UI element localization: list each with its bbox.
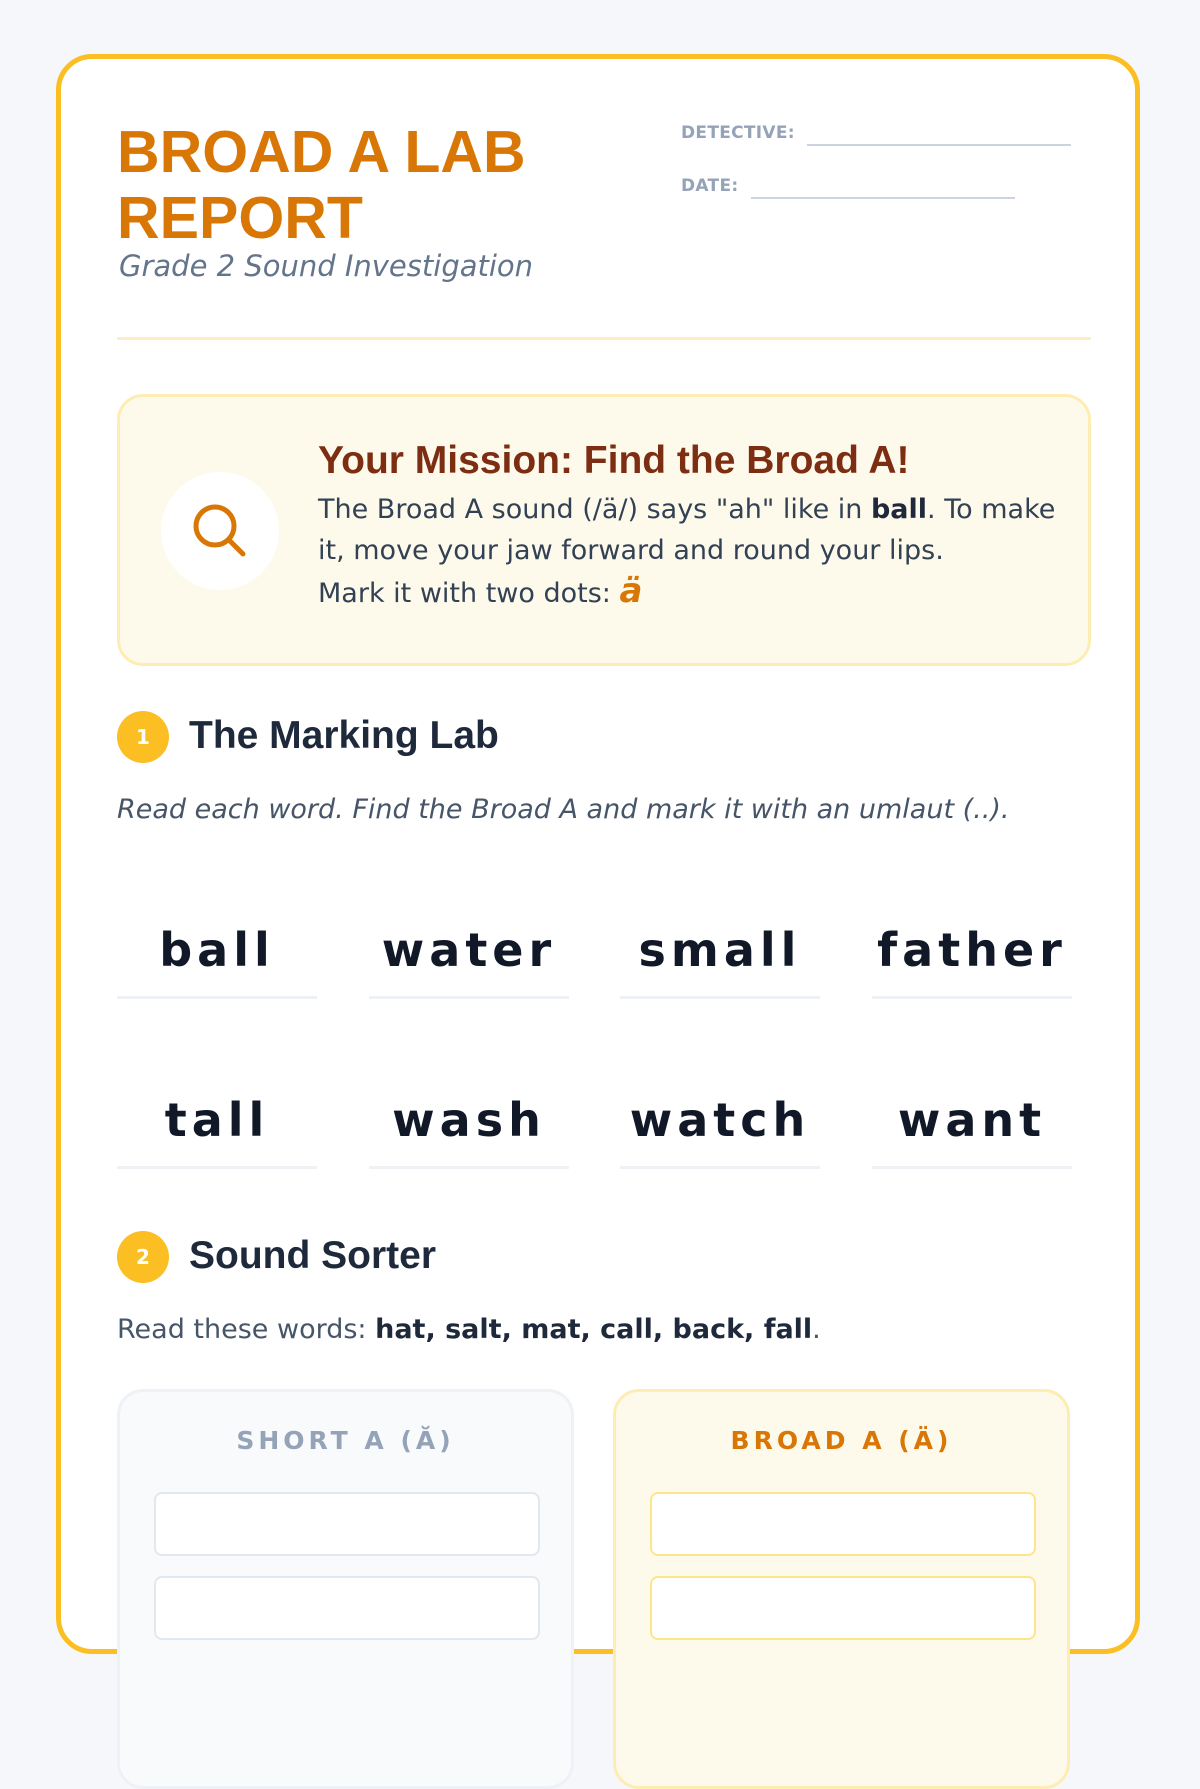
header-divider [117, 337, 1091, 340]
page-title: BROAD A LAB REPORT [117, 119, 526, 251]
short-a-answer-box[interactable] [154, 1576, 540, 1640]
section-1-number: 1 [117, 711, 169, 763]
section-2-number: 2 [117, 1231, 169, 1283]
umlaut-symbol: ä [619, 571, 643, 611]
mission-description: The Broad A sound (/ä/) says "ah" like in ball. To make it, move your jaw forward and round your lips. Mark it with two dots: ä [318, 494, 1056, 611]
section-2-instruction: Read these words: hat, salt, mat, call, back, fall. [117, 1314, 821, 1345]
page-subtitle: Grade 2 Sound Investigation [119, 249, 534, 283]
broad-a-answer-box[interactable] [650, 1576, 1036, 1640]
worksheet-card [56, 54, 1140, 1654]
section-2-title: Sound Sorter [189, 1234, 437, 1277]
section-1-title: The Marking Lab [189, 714, 499, 757]
date-label: DATE: [681, 176, 739, 196]
mission-title: Your Mission: Find the Broad A! [318, 439, 910, 482]
word-card[interactable]: want [872, 1051, 1072, 1169]
word-card[interactable]: watch [620, 1051, 820, 1169]
broad-a-answer-box[interactable] [650, 1492, 1036, 1556]
search-icon [161, 472, 279, 590]
short-a-column [117, 1389, 574, 1789]
section-1-instruction: Read each word. Find the Broad A and mark it with an umlaut (..). [117, 794, 1010, 825]
detective-label: DETECTIVE: [681, 123, 795, 143]
mission-box [117, 394, 1091, 666]
short-a-answer-box[interactable] [154, 1492, 540, 1556]
short-a-label: SHORT A (Ă) [236, 1426, 455, 1455]
broad-a-column [613, 1389, 1070, 1789]
word-card[interactable]: water [369, 881, 569, 999]
word-card[interactable]: ball [117, 881, 317, 999]
word-card[interactable]: small [620, 881, 820, 999]
word-card[interactable]: tall [117, 1051, 317, 1169]
detective-name-line[interactable] [807, 144, 1071, 146]
broad-a-label: BROAD A (Ä) [730, 1426, 953, 1455]
word-card[interactable]: father [872, 881, 1072, 999]
date-line[interactable] [751, 197, 1015, 199]
word-card[interactable]: wash [369, 1051, 569, 1169]
